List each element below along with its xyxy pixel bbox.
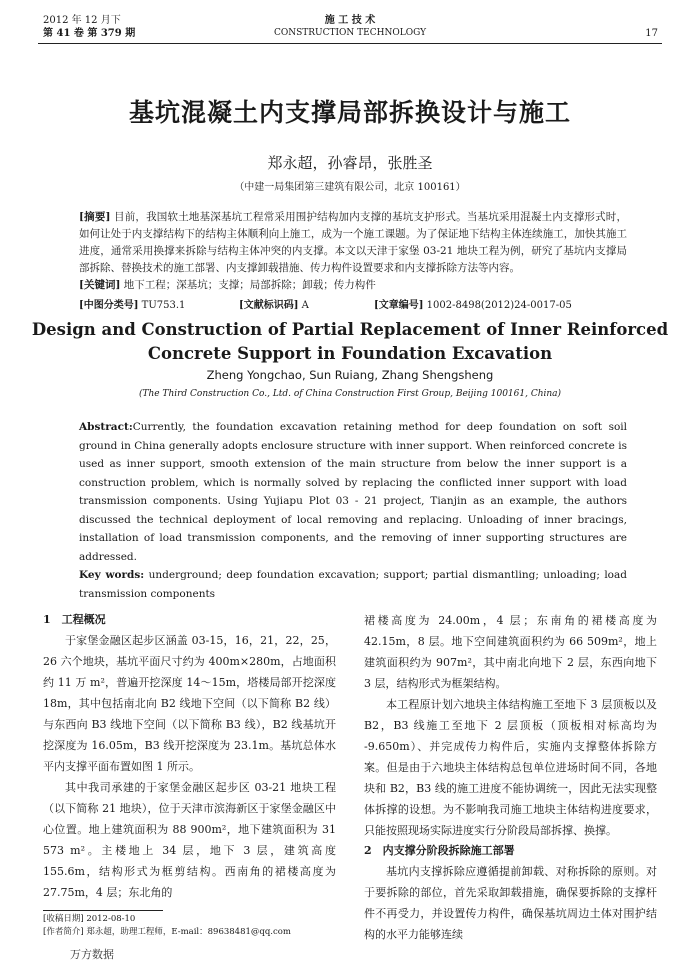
page-number: 17 [645,28,658,39]
title-en-line1: Design and Construction of Partial Replacement of Inner Reinforced [31,320,669,339]
section-2-heading: 2 内支撑分阶段拆除施工部署 [364,844,515,857]
abstract-cn [79,209,627,294]
keywords-cn-text: 地下工程；深基坑；支撑；局部拆除；卸载；传力构件 [123,279,376,291]
classification-row [79,296,627,311]
journal-name [0,14,700,40]
footnote-rule [43,910,163,911]
watermark: 万方数据 [70,948,114,961]
body-column-right [364,610,657,945]
section-1-heading: 1 工程概况 [43,613,106,626]
abstract-cn-label: [摘要] [79,211,111,223]
doc-code-value: A [301,300,309,311]
article-no-value: 1002-8498(2012)24-0017-05 [426,300,572,311]
clc-value: TU753.1 [141,300,186,311]
journal-name-en: CONSTRUCTION TECHNOLOGY [273,28,427,38]
abstract-en-label: Abstract: [79,421,133,433]
received-date: [收稿日期] 2012-08-10 [43,914,136,924]
keywords-cn-label: [关键词] [79,279,121,291]
issue-date: 2012 年 12 月下 [43,15,121,26]
clc-label: [中图分类号] [79,300,139,311]
title-cn: 基坑混凝土内支撑局部拆换设计与施工 [128,98,571,127]
authors-en: Zheng Yongchao, Sun Ruiang, Zhang Shengsheng [206,368,494,382]
footnote [43,913,291,939]
affiliation-en: (The Third Construction Co., Ltd. of China Construction First Group, Beijing 100161, China) [138,389,562,399]
section-1-paragraph-2-cont: 裙楼高度为 24.00m，4 层；东南角的裙楼高度为 42.15m，8 层。地下空间建筑面积约为 66 509m²，地上建筑面积约为 907m²，其中南北向地下 2 层，东西向地下 3 层，结构形式为框架结构。 [364,614,657,690]
header-rule [38,43,662,44]
issue-volume: 第 41 卷 第 379 期 [43,28,136,39]
abstract-cn-text: 目前，我国软土地基深基坑工程常采用围护结构加内支撑的基坑支护形式。当基坑采用混凝土内支撑形式时，如何让处于内支撑结构下的结构主体顺利向上施工，成为一个施工课题。为了保证地下结构主体连续施工，加快其施工进度，通常采用换撑来拆除与结构主体冲突的内支撑。本文以天津于家堡 03-21 地块工程为例，研究了基坑内支撑局部拆除、替换技术的施工部署、内支撑卸载措施、传力构件设置要求和内支撑拆除方法等内容。 [79,211,628,274]
authors-cn: 郑永超，孙睿昂，张胜圣 [267,154,433,172]
article-no-label: [文章编号] [374,300,424,311]
affiliation-cn: （中建一局集团第三建筑有限公司，北京 100161） [234,182,466,193]
section-1-paragraph-1: 于家堡金融区起步区涵盖 03-15，16，21，22，25，26 六个地块，基坑平面尺寸约为 400m×280m，占地面积约 11 万 m²，普遍开挖深度 14～15m，塔楼局部开挖深度 18m，其中包括南北向 B2 线地下空间（以下简称 B2 线）与东西向 B3 线地下空间（以下简称 B3 线），B2 线基坑开挖深度为 16.05m，B3 线开挖深度为 23.1m。基坑总体水平内支撑平面布置如图 1 所示。 [43,634,336,773]
keywords-en-text: underground; deep foundation excavation; support; partial dismantling; unloading; load transmission components [79,569,627,600]
title-en-line2: Concrete Support in Foundation Excavation [147,344,553,363]
journal-name-cn: 施 工 技 术 [324,15,376,26]
body-column-left [43,610,336,903]
abstract-en-text: Currently, the foundation excavation retaining method for deep foundation on soft soil ground in China generally adopts enclosure structure with inner support. When reinforced concrete is used as inner support, smooth extension of the main structure from below the inner support is a construction problem, which is normally solved by replacing the conflicted inner support with load transmission components. Using Yujiapu Plot 03 - 21 project, Tianjin as an example, the authors discussed the technical deployment of local removing and replacing. Unloading of inner bracings, installation of load transmission components, and the removing of inner supporting structures are addressed. [79,421,627,563]
title-en [0,318,700,366]
section-2-paragraph-1: 基坑内支撑拆除应遵循提前卸载、对称拆除的原则。对于要拆除的部位，首先采取卸载措施，确保要拆除的支撑杆件不再受力，并设置传力构件，确保基坑周边土体对围护结构的水平力能够连续 [364,865,657,941]
author-bio: [作者简介] 郑永超，助理工程师，E-mail：89638481@qq.com [43,927,291,937]
abstract-en [79,418,627,603]
section-1-paragraph-3: 本工程原计划六地块主体结构施工至地下 3 层顶板以及 B2，B3 线施工至地下 2 层顶板（顶板相对标高均为 -9.650m）、并完成传力构件后，实施内支撑整体拆除方案。但是由于六地块主体结构总包单位进场时间不同，各地块和 B2，B3 线的施工进度不能协调统一，因此无法实现整体拆撑的设想。为不影响我司施工地块主体结构进度要求，只能按照现场实际进度实行分阶段局部拆撑、换撑。 [364,698,657,837]
keywords-en-label: Key words: [79,569,145,581]
section-1-paragraph-2: 其中我司承建的于家堡金融区起步区 03-21 地块工程（以下简称 21 地块），位于天津市滨海新区于家堡金融区中心位置。地上建筑面积为 88 900m²，地下建筑面积为 31 573 m²。主楼地上 34 层，地下 3 层，建筑高度 155.6m，结构形式为框剪结构。西南角的裙楼高度为 27.75m，4 层；东北角的 [43,781,336,899]
doc-code-label: [文献标识码] [239,300,299,311]
